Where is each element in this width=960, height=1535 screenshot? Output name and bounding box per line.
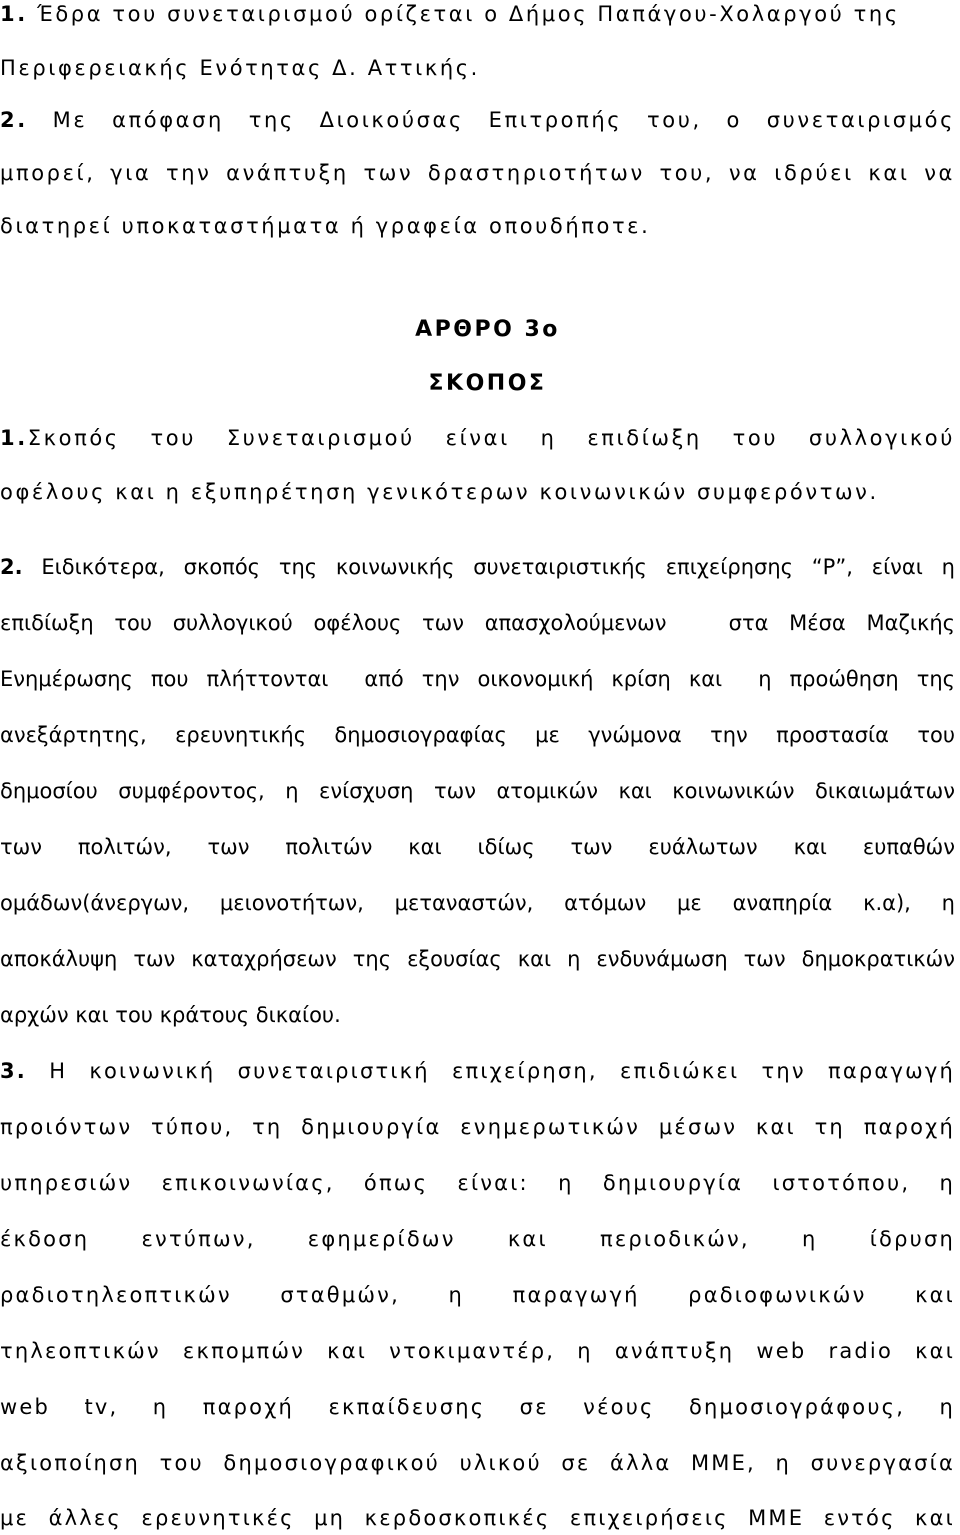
text-line — [0, 209, 955, 243]
text-line — [0, 1390, 955, 1424]
paragraph-text: με άλλες ερευνητικές μη κερδοσκοπικές επιχειρήσεις ΜΜΕ εντός και — [0, 1506, 955, 1530]
paragraph-text: Σκοπός του Συνεταιρισμού είναι η επιδίωξη του συλλογικού — [27, 426, 955, 450]
text-line — [0, 51, 955, 85]
text-line — [0, 421, 955, 455]
paragraph-text: προιόντων τύπου, τη δημιουργία ενημερωτικών μέσων και τη παροχή — [0, 1115, 955, 1139]
text-line — [0, 1110, 955, 1144]
text-line — [0, 1054, 955, 1088]
text-line — [0, 1222, 955, 1256]
text-line — [0, 662, 955, 696]
paragraph-text: Ειδικότερα, σκοπός της κοινωνικής συνεταιριστικής επιχείρησης “Ρ”, είναι η — [22, 555, 955, 579]
paragraph-text: τηλεοπτικών εκπομπών και ντοκιμαντέρ, η ανάπτυξη web radio και — [0, 1339, 955, 1363]
paragraph-text: μπορεί, για την ανάπτυξη των δραστηριοτήτων του, να ιδρύει και να — [0, 161, 955, 185]
text-line — [0, 1501, 955, 1535]
paragraph-number: 3. — [0, 1059, 27, 1083]
text-line — [0, 1278, 955, 1312]
paragraph-text: δημοσίου συμφέροντος, η ενίσχυση των ατομικών και κοινωνικών δικαιωμάτων — [0, 779, 955, 803]
paragraph-text: επιδίωξη του συλλογικού οφέλους των απασχολούμενων στα Μέσα Μαζικής — [0, 611, 955, 635]
text-line — [0, 475, 955, 509]
article-subtitle: ΣΚΟΠΟΣ — [428, 371, 547, 396]
text-line — [0, 774, 955, 808]
paragraph-number: 2. — [0, 555, 23, 579]
article-title: ΑΡΘΡΟ 3ο — [415, 317, 560, 342]
text-line — [0, 830, 955, 864]
text-line — [0, 550, 955, 584]
paragraph-text: Έδρα του συνεταιρισμού ορίζεται ο Δήμος Παπάγου-Χολαργού της — [27, 2, 900, 26]
paragraph-text: ανεξάρτητης, ερευνητικής δημοσιογραφίας με γνώμονα την προστασία του — [0, 723, 955, 747]
paragraph-text: των πολιτών, των πολιτών και ιδίως των ευάλωτων και ευπαθών — [0, 835, 955, 859]
paragraph-number: 1. — [0, 426, 28, 450]
paragraph-text: οφέλους και η εξυπηρέτηση γενικότερων κοινωνικών συμφερόντων. — [0, 480, 879, 504]
paragraph-text: Περιφερειακής Ενότητας Δ. Αττικής. — [0, 56, 480, 80]
text-line — [0, 718, 955, 752]
text-line — [0, 1446, 955, 1480]
paragraph-text: Ενημέρωσης που πλήττονται από την οικονομική κρίση και η προώθηση της — [0, 667, 955, 691]
text-line — [0, 103, 955, 137]
paragraph-text: Η κοινωνική συνεταιριστική επιχείρηση, επιδιώκει την παραγωγή — [27, 1059, 955, 1083]
text-line — [0, 606, 955, 640]
paragraph-text: web tv, η παροχή εκπαίδευσης σε νέους δημοσιογράφους, η — [0, 1395, 955, 1419]
paragraph-text: έκδοση εντύπων, εφημερίδων και περιοδικών, η ίδρυση — [0, 1227, 955, 1251]
text-line — [0, 998, 955, 1032]
text-line — [0, 156, 955, 190]
paragraph-text: διατηρεί υποκαταστήματα ή γραφεία οπουδήποτε. — [0, 214, 651, 238]
paragraph-text: αξιοποίηση του δημοσιογραφικού υλικού σε άλλα ΜΜΕ, η συνεργασία — [0, 1451, 955, 1475]
paragraph-number: 1. — [0, 2, 28, 26]
text-line — [0, 942, 955, 976]
text-line — [0, 1166, 955, 1200]
text-line — [0, 0, 958, 31]
paragraph-text: υπηρεσιών επικοινωνίας, όπως είναι: η δημιουργία ιστοτόπου, η — [0, 1171, 955, 1195]
paragraph-text: αποκάλυψη των καταχρήσεων της εξουσίας και η ενδυνάμωση των δημοκρατικών — [0, 947, 955, 971]
paragraph-text: ραδιοτηλεοπτικών σταθμών, η παραγωγή ραδιοφωνικών και — [0, 1283, 955, 1307]
paragraph-text: αρχών και του κράτους δικαίου. — [0, 1003, 341, 1027]
text-line — [0, 886, 955, 920]
paragraph-text: ομάδων(άνεργων, μειονοτήτων, μεταναστών, ατόμων με αναπηρία κ.α), η — [0, 891, 955, 915]
paragraph-text: Με απόφαση της Διοικούσας Επιτροπής του, ο συνεταιρισμός — [27, 108, 955, 132]
text-line — [0, 1334, 955, 1368]
paragraph-number: 2. — [0, 108, 28, 132]
